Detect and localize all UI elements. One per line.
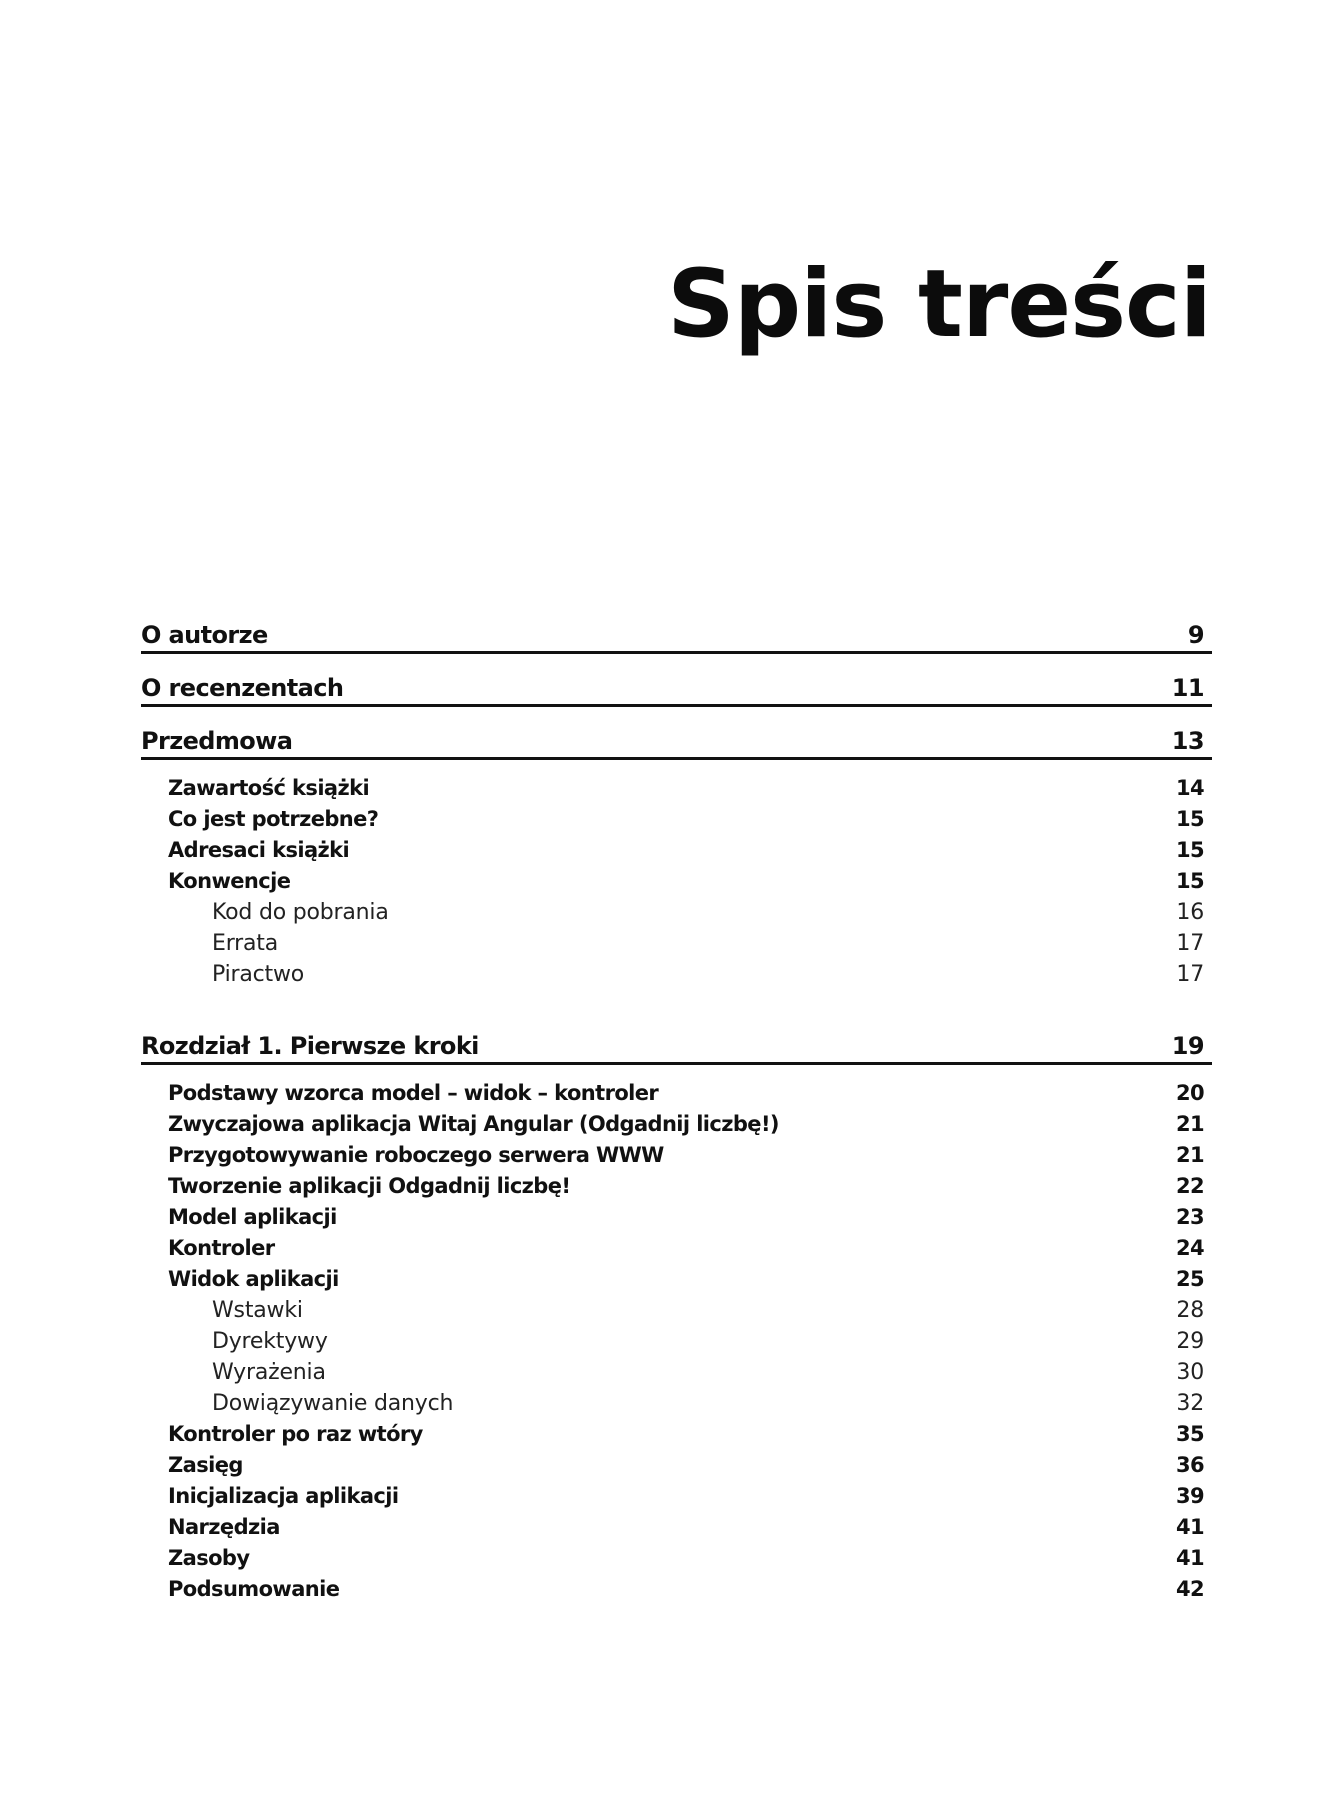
toc-entry-title: Co jest potrzebne? — [168, 807, 379, 831]
toc-section-entry[interactable] — [141, 1512, 1212, 1543]
toc-chapter-title: O recenzentach — [141, 674, 344, 702]
toc-entry-page: 30 — [1176, 1360, 1204, 1385]
toc-entry-title: Errata — [212, 931, 278, 956]
toc-chapter-entry[interactable] — [141, 1023, 1212, 1065]
toc-entry-page: 15 — [1175, 807, 1204, 831]
toc-section-entry[interactable] — [141, 1109, 1212, 1140]
toc-chapter-page: 19 — [1171, 1032, 1204, 1060]
toc-section-entry[interactable] — [141, 1233, 1212, 1264]
toc-section-entry[interactable] — [141, 1264, 1212, 1295]
toc-entry-title: Podstawy wzorca model – widok – kontroler — [168, 1081, 659, 1105]
toc-entry-page: 21 — [1175, 1112, 1204, 1136]
table-of-contents — [141, 612, 1212, 1627]
toc-entry-page: 22 — [1175, 1174, 1204, 1198]
toc-entry-page: 17 — [1176, 962, 1204, 987]
toc-chapter — [141, 718, 1212, 1012]
toc-subsection-entry[interactable] — [141, 1388, 1212, 1419]
toc-entry-title: Narzędzia — [168, 1515, 280, 1539]
toc-chapter-page: 9 — [1187, 621, 1204, 649]
toc-entry-title: Zasoby — [168, 1546, 250, 1570]
toc-section-entry[interactable] — [141, 1171, 1212, 1202]
toc-chapter-entry[interactable] — [141, 665, 1212, 707]
toc-entry-title: Adresaci książki — [168, 838, 350, 862]
toc-entry-page: 36 — [1175, 1453, 1204, 1477]
toc-chapter-entry[interactable] — [141, 612, 1212, 654]
toc-section-entry[interactable] — [141, 1543, 1212, 1574]
toc-entry-title: Dyrektywy — [212, 1329, 328, 1354]
toc-chapter-title: Przedmowa — [141, 727, 293, 755]
toc-entry-page: 20 — [1175, 1081, 1204, 1105]
toc-entry-title: Kontroler — [168, 1236, 275, 1260]
toc-entry-title: Wyrażenia — [212, 1360, 326, 1385]
toc-section-entry[interactable] — [141, 773, 1212, 804]
toc-chapter-entry[interactable] — [141, 718, 1212, 760]
toc-section-entry[interactable] — [141, 804, 1212, 835]
toc-entry-page: 42 — [1175, 1577, 1204, 1601]
toc-chapter — [141, 665, 1212, 707]
toc-section-list — [141, 760, 1212, 1012]
toc-entry-page: 14 — [1175, 776, 1204, 800]
toc-subsection-entry[interactable] — [141, 897, 1212, 928]
toc-entry-title: Zasięg — [168, 1453, 243, 1477]
toc-entry-page: 41 — [1175, 1515, 1204, 1539]
toc-entry-title: Zwyczajowa aplikacja Witaj Angular (Odgadnij liczbę!) — [168, 1112, 779, 1136]
toc-chapter-title: O autorze — [141, 621, 268, 649]
toc-entry-title: Zawartość książki — [168, 776, 370, 800]
toc-entry-title: Wstawki — [212, 1298, 303, 1323]
toc-entry-title: Tworzenie aplikacji Odgadnij liczbę! — [168, 1174, 571, 1198]
toc-subsection-entry[interactable] — [141, 1357, 1212, 1388]
toc-entry-page: 29 — [1176, 1329, 1204, 1354]
toc-subsection-entry[interactable] — [141, 1295, 1212, 1326]
toc-entry-page: 15 — [1175, 869, 1204, 893]
toc-entry-page: 35 — [1175, 1422, 1204, 1446]
toc-subsection-entry[interactable] — [141, 928, 1212, 959]
toc-section-entry[interactable] — [141, 1078, 1212, 1109]
toc-entry-page: 16 — [1176, 900, 1204, 925]
toc-chapter-page: 13 — [1171, 727, 1204, 755]
toc-entry-page: 24 — [1175, 1236, 1204, 1260]
toc-entry-title: Kontroler po raz wtóry — [168, 1422, 423, 1446]
toc-entry-page: 25 — [1175, 1267, 1204, 1291]
toc-entry-page: 41 — [1175, 1546, 1204, 1570]
toc-section-entry[interactable] — [141, 1419, 1212, 1450]
toc-chapter-title: Rozdział 1. Pierwsze kroki — [141, 1032, 479, 1060]
toc-section-entry[interactable] — [141, 866, 1212, 897]
toc-section-entry[interactable] — [141, 1140, 1212, 1171]
toc-entry-page: 39 — [1175, 1484, 1204, 1508]
toc-entry-title: Przygotowywanie roboczego serwera WWW — [168, 1143, 664, 1167]
toc-chapter-page: 11 — [1171, 674, 1204, 702]
toc-entry-page: 15 — [1175, 838, 1204, 862]
toc-entry-title: Konwencje — [168, 869, 291, 893]
page-title: Spis treści — [667, 250, 1211, 359]
toc-entry-title: Inicjalizacja aplikacji — [168, 1484, 399, 1508]
toc-entry-title: Kod do pobrania — [212, 900, 389, 925]
toc-chapter — [141, 612, 1212, 654]
toc-entry-page: 17 — [1176, 931, 1204, 956]
toc-section-entry[interactable] — [141, 1574, 1212, 1605]
toc-chapter — [141, 1023, 1212, 1627]
toc-subsection-entry[interactable] — [141, 1326, 1212, 1357]
toc-entry-title: Podsumowanie — [168, 1577, 340, 1601]
toc-subsection-entry[interactable] — [141, 959, 1212, 990]
toc-entry-page: 23 — [1175, 1205, 1204, 1229]
toc-section-entry[interactable] — [141, 1450, 1212, 1481]
toc-section-list — [141, 1065, 1212, 1627]
toc-entry-page: 21 — [1175, 1143, 1204, 1167]
toc-section-entry[interactable] — [141, 1481, 1212, 1512]
toc-entry-page: 32 — [1176, 1391, 1204, 1416]
toc-section-entry[interactable] — [141, 835, 1212, 866]
toc-entry-title: Piractwo — [212, 962, 304, 987]
toc-entry-title: Dowiązywanie danych — [212, 1391, 454, 1416]
toc-entry-title: Widok aplikacji — [168, 1267, 339, 1291]
toc-entry-page: 28 — [1176, 1298, 1204, 1323]
toc-section-entry[interactable] — [141, 1202, 1212, 1233]
toc-entry-title: Model aplikacji — [168, 1205, 337, 1229]
